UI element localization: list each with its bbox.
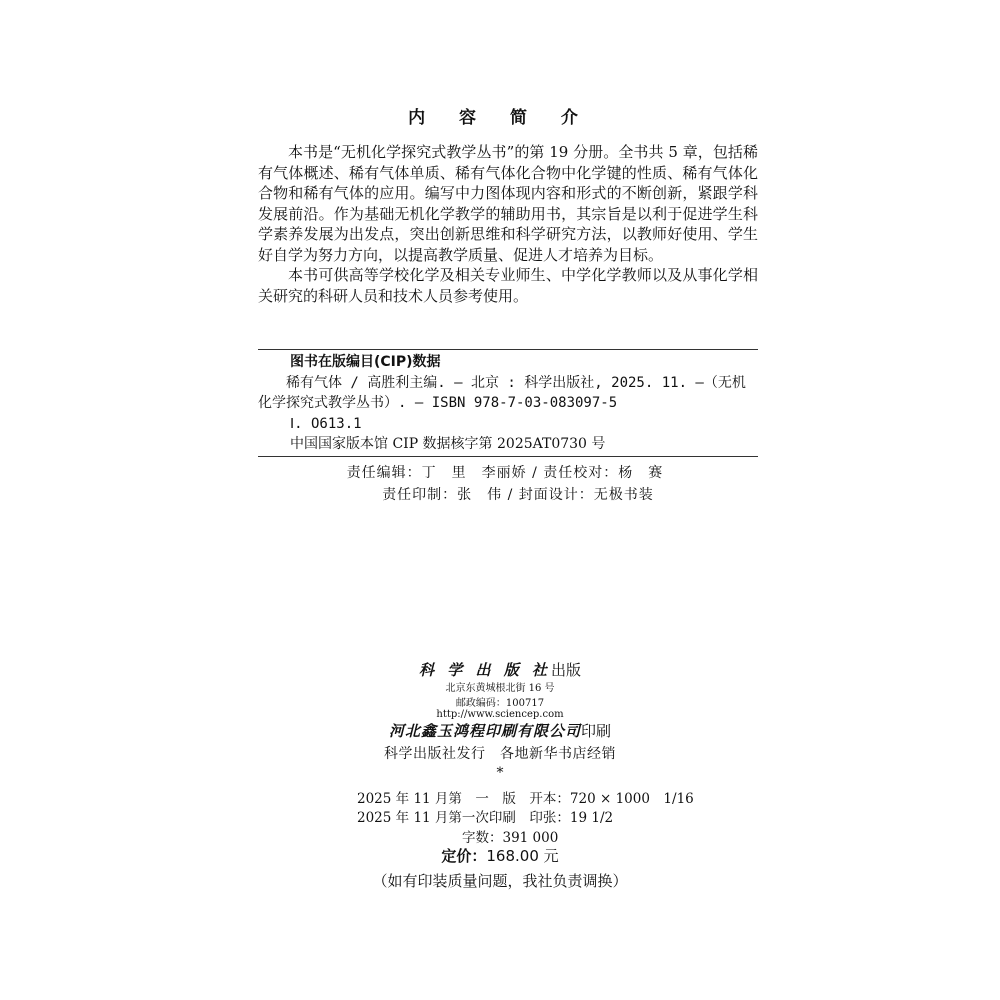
distribution: 科学出版社发行 各地新华书店经销 [384,746,616,762]
publisher-address: 北京东黄城根北街 16 号 [445,683,555,694]
intro-paragraph-1: 本书是“无机化学探究式教学丛书”的第 19 分册。全书共 5 章，包括稀有气体概述、稀有气体单质、稀有气体化合物中化学键的性质、稀有气体化合物和稀有气体的应用。编写中力图体现内容和形式的不断创新，紧跟学科发展前沿。作为基础无机化学教学的辅助用书，其宗旨是以利于促进学生科学素养发展为出发点，突出创新思维和科学研究方法，以教师好使用、学生好自学为努力方向，以提高教学质量、促进人才培养为目标。 [258,143,758,264]
page-title: 内 容 简 介 [408,108,592,128]
printer-suffix: 印刷 [581,722,612,740]
cip-heading: 图书在版编目(CIP)数据 [290,354,441,370]
publisher-suffix: 出版 [550,661,581,679]
intro-paragraph-2: 本书可供高等学校化学及相关专业师生、中学化学教师以及从事化学相关研究的科研人员和技术人员参考使用。 [258,266,758,305]
publisher-url: http://www.sciencep.com [436,709,564,720]
credits-line-1: 责任编辑：丁 里 李丽娇 / 责任校对：杨 赛 [346,465,664,481]
word-count: 字数：391 000 [462,830,559,846]
printer-name: 河北鑫玉鸿程印刷有限公司 [388,722,581,740]
cip-classification: Ⅰ. O613.1 [290,415,362,432]
cip-bottom-rule [258,456,758,457]
edition-line-1: 2025 年 11 月第 一 版 开本：720 × 1000 1/16 [357,791,694,807]
edition-line-2: 2025 年 11 月第一次印刷 印张：19 1/2 [357,810,614,826]
cip-entry: 稀有气体 / 高胜利主编. — 北京 : 科学出版社, 2025. 11. —（无机化学探究式教学丛书）. — ISBN 978-7-03-083097-5 [258,374,746,411]
publisher-line [0,659,1000,680]
quality-note: （如有印装质量问题，我社负责调换） [372,872,628,890]
introduction [258,142,758,306]
price-value: 168.00 元 [486,847,559,865]
cip-record: 中国国家版本馆 CIP 数据核字第 2025AT0730 号 [290,436,606,452]
cip-block [258,352,758,455]
price [0,845,1000,866]
cip-top-rule [258,349,758,350]
printer-line [0,720,1000,741]
publisher-postcode: 邮政编码：100717 [455,698,545,709]
separator-star: * [496,765,504,781]
price-label: 定价： [441,847,487,865]
editorial-credits [0,462,1000,506]
credits-line-2: 责任印制：张 伟 / 封面设计：无极书装 [382,487,654,503]
publisher-name: 科 学 出 版 社 [419,661,551,679]
